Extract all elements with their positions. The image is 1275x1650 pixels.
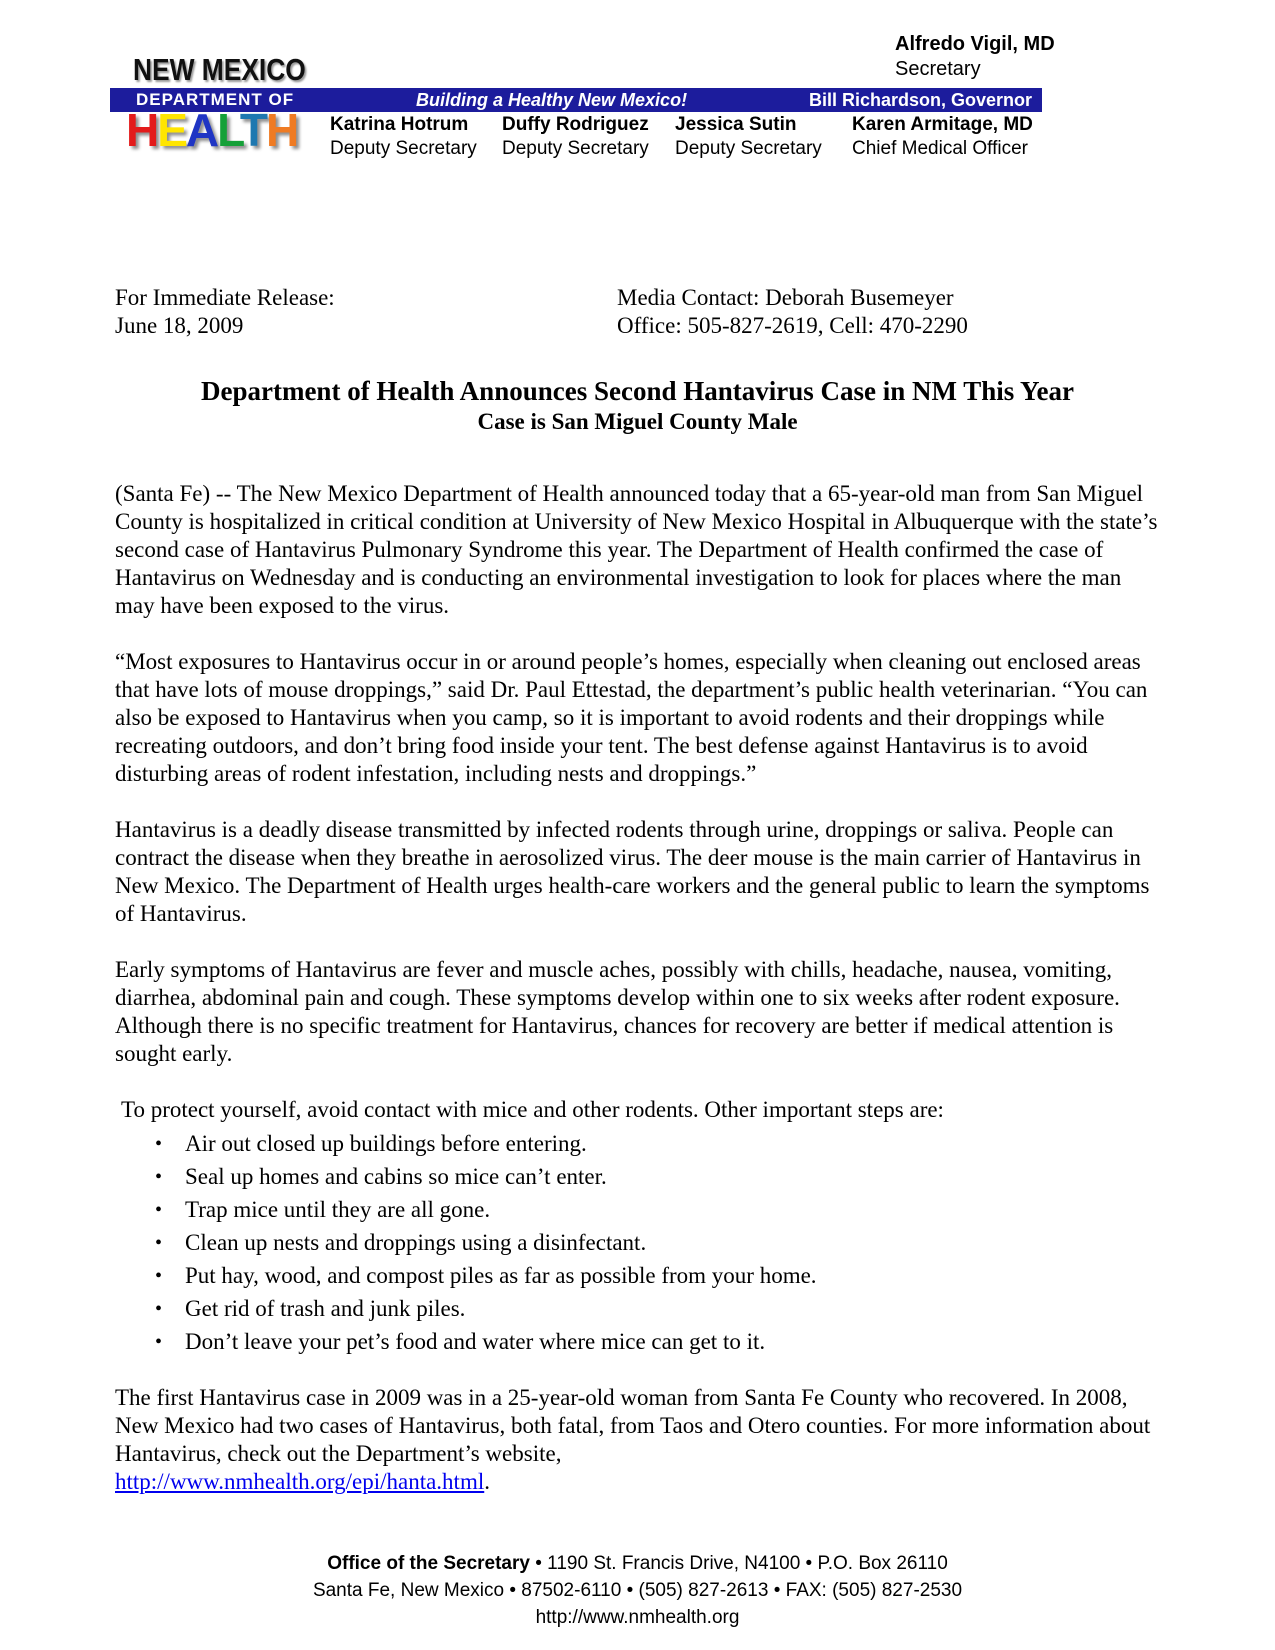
official-name: Katrina Hotrum: [330, 114, 469, 135]
footer-office-label: Office of the Secretary: [327, 1553, 530, 1574]
release-info: [115, 284, 1160, 340]
banner-slogan: Building a Healthy New Mexico!: [416, 89, 688, 110]
list-item-text: Put hay, wood, and compost piles as far as possible from your home.: [185, 1263, 817, 1288]
closing-text: The first Hantavirus case in 2009 was in a 25-year-old woman from Santa Fe County who recovered. In 2008, New Mexico had two cases of Hantavirus, both fatal, from Taos and Otero counties. For more information about Hantavirus, check out the Department’s website,: [115, 1385, 1151, 1466]
health-letter: H: [265, 104, 298, 156]
secretary-title: Secretary: [895, 58, 981, 80]
footer-address-rest: • 1190 St. Francis Drive, N4100 • P.O. Box 26110: [529, 1553, 948, 1574]
release-label: For Immediate Release:: [115, 285, 335, 310]
list-item: [115, 1295, 1160, 1323]
list-item: [115, 1163, 1160, 1191]
bullet-icon: •: [155, 1232, 163, 1254]
list-item: [115, 1130, 1160, 1158]
bullet-icon: •: [155, 1331, 163, 1353]
banner-department-of: DEPARTMENT OF: [136, 90, 295, 109]
health-letter: L: [217, 104, 240, 156]
bullet-list-intro: To protect yourself, avoid contact with mice and other rodents. Other important steps are:: [121, 1097, 944, 1122]
release-date-block: [115, 284, 617, 340]
secretary-block: [895, 32, 1055, 82]
official-name: Karen Armitage, MD: [852, 114, 1033, 135]
official-duffy-rodriguez: [502, 113, 649, 161]
headline: Department of Health Announces Second Hantavirus Case in NM This Year: [200, 376, 1075, 406]
official-katrina-hotrum: [330, 113, 477, 161]
list-item: [115, 1328, 1160, 1356]
bullet-icon: •: [155, 1166, 163, 1188]
logo-health-word: [126, 103, 297, 157]
media-contact-block: [617, 284, 968, 340]
media-contact: Media Contact: Deborah Busemeyer: [617, 285, 954, 310]
list-item-text: Clean up nests and droppings using a disinfectant.: [185, 1230, 647, 1255]
footer-website: http://www.nmhealth.org: [535, 1607, 740, 1628]
list-item-text: Air out closed up buildings before entering.: [185, 1131, 587, 1156]
document-body: [0, 284, 1275, 1496]
list-item-text: Get rid of trash and junk piles.: [185, 1296, 466, 1321]
release-date: June 18, 2009: [115, 313, 244, 338]
list-item-text: Trap mice until they are all gone.: [185, 1197, 491, 1222]
official-jessica-sutin: [675, 113, 822, 161]
footer-address-line-1: [0, 1550, 1275, 1577]
health-letter: T: [239, 104, 266, 156]
footer-address-line-2: Santa Fe, New Mexico • 87502-6110 • (505) 827-2613 • FAX: (505) 827-2530: [312, 1580, 963, 1601]
official-title: Chief Medical Officer: [852, 138, 1028, 159]
official-karen-armitage: [852, 113, 1033, 161]
paragraph-lead: (Santa Fe) -- The New Mexico Department of Health announced today that a 65-year-old man from San Miguel County is hospitalized in critical condition at University of New Mexico Hospital in Albuquerque with the state’s second case of Hantavirus Pulmonary Syndrome this year. The Department of Health confirmed the case of Hantavirus on Wednesday and is conducting an environmental investigation to look for places where the man may have been exposed to the virus.: [115, 481, 1158, 618]
official-name: Jessica Sutin: [675, 114, 797, 135]
list-item-text: Don’t leave your pet’s food and water where mice can get to it.: [185, 1329, 766, 1354]
bullet-icon: •: [155, 1199, 163, 1221]
paragraph-disease-info: Hantavirus is a deadly disease transmitted by infected rodents through urine, droppings or saliva. People can contract the disease when they breathe in aerosolized virus. The deer mouse is the main carrier of Hantavirus in New Mexico. The Department of Health urges health-care workers and the general public to learn the symptoms of Hantavirus.: [115, 817, 1150, 926]
health-letter: E: [157, 104, 186, 156]
bullet-icon: •: [155, 1265, 163, 1287]
health-letter: A: [185, 104, 218, 156]
list-item-text: Seal up homes and cabins so mice can’t enter.: [185, 1164, 607, 1189]
prevention-steps-list: [115, 1130, 1160, 1356]
list-item: [115, 1196, 1160, 1224]
list-item: [115, 1229, 1160, 1257]
paragraph-closing: [115, 1384, 1160, 1496]
banner-governor: Bill Richardson, Governor: [808, 89, 1032, 110]
paragraph-symptoms: Early symptoms of Hantavirus are fever and muscle aches, possibly with chills, headache, nausea, vomiting, diarrhea, abdominal pain and cough. These symptoms develop within one to six weeks after rodent exposure. Although there is no specific treatment for Hantavirus, chances for recovery are better if medical attention is sought early.: [115, 957, 1120, 1066]
list-item: [115, 1262, 1160, 1290]
closing-period: .: [484, 1469, 490, 1494]
letterhead: [0, 0, 1275, 180]
official-title: Deputy Secretary: [675, 138, 822, 159]
bullet-icon: •: [155, 1133, 163, 1155]
secretary-name: Alfredo Vigil, MD: [895, 33, 1055, 55]
official-title: Deputy Secretary: [330, 138, 477, 159]
official-name: Duffy Rodriguez: [502, 114, 649, 135]
official-title: Deputy Secretary: [502, 138, 649, 159]
paragraph-quote: “Most exposures to Hantavirus occur in or around people’s homes, especially when cleaning out enclosed areas that have lots of mouse droppings,” said Dr. Paul Ettestad, the department’s public health veterinarian. “You can also be exposed to Hantavirus when you camp, so it is important to avoid rodents and their droppings while recreating outdoors, and don’t bring food inside your tent. The best defense against Hantavirus is to avoid disturbing areas of rodent infestation, including nests and droppings.”: [115, 649, 1148, 786]
office-footer: [0, 1550, 1275, 1631]
logo-new-mexico-text: NEW MEXICO: [133, 52, 306, 87]
subheadline: Case is San Miguel County Male: [477, 409, 798, 434]
health-letter: H: [126, 104, 158, 156]
bullet-icon: •: [155, 1298, 163, 1320]
hanta-info-link[interactable]: http://www.nmhealth.org/epi/hanta.html: [115, 1469, 485, 1494]
media-contact-phone: Office: 505-827-2619, Cell: 470-2290: [617, 313, 968, 338]
